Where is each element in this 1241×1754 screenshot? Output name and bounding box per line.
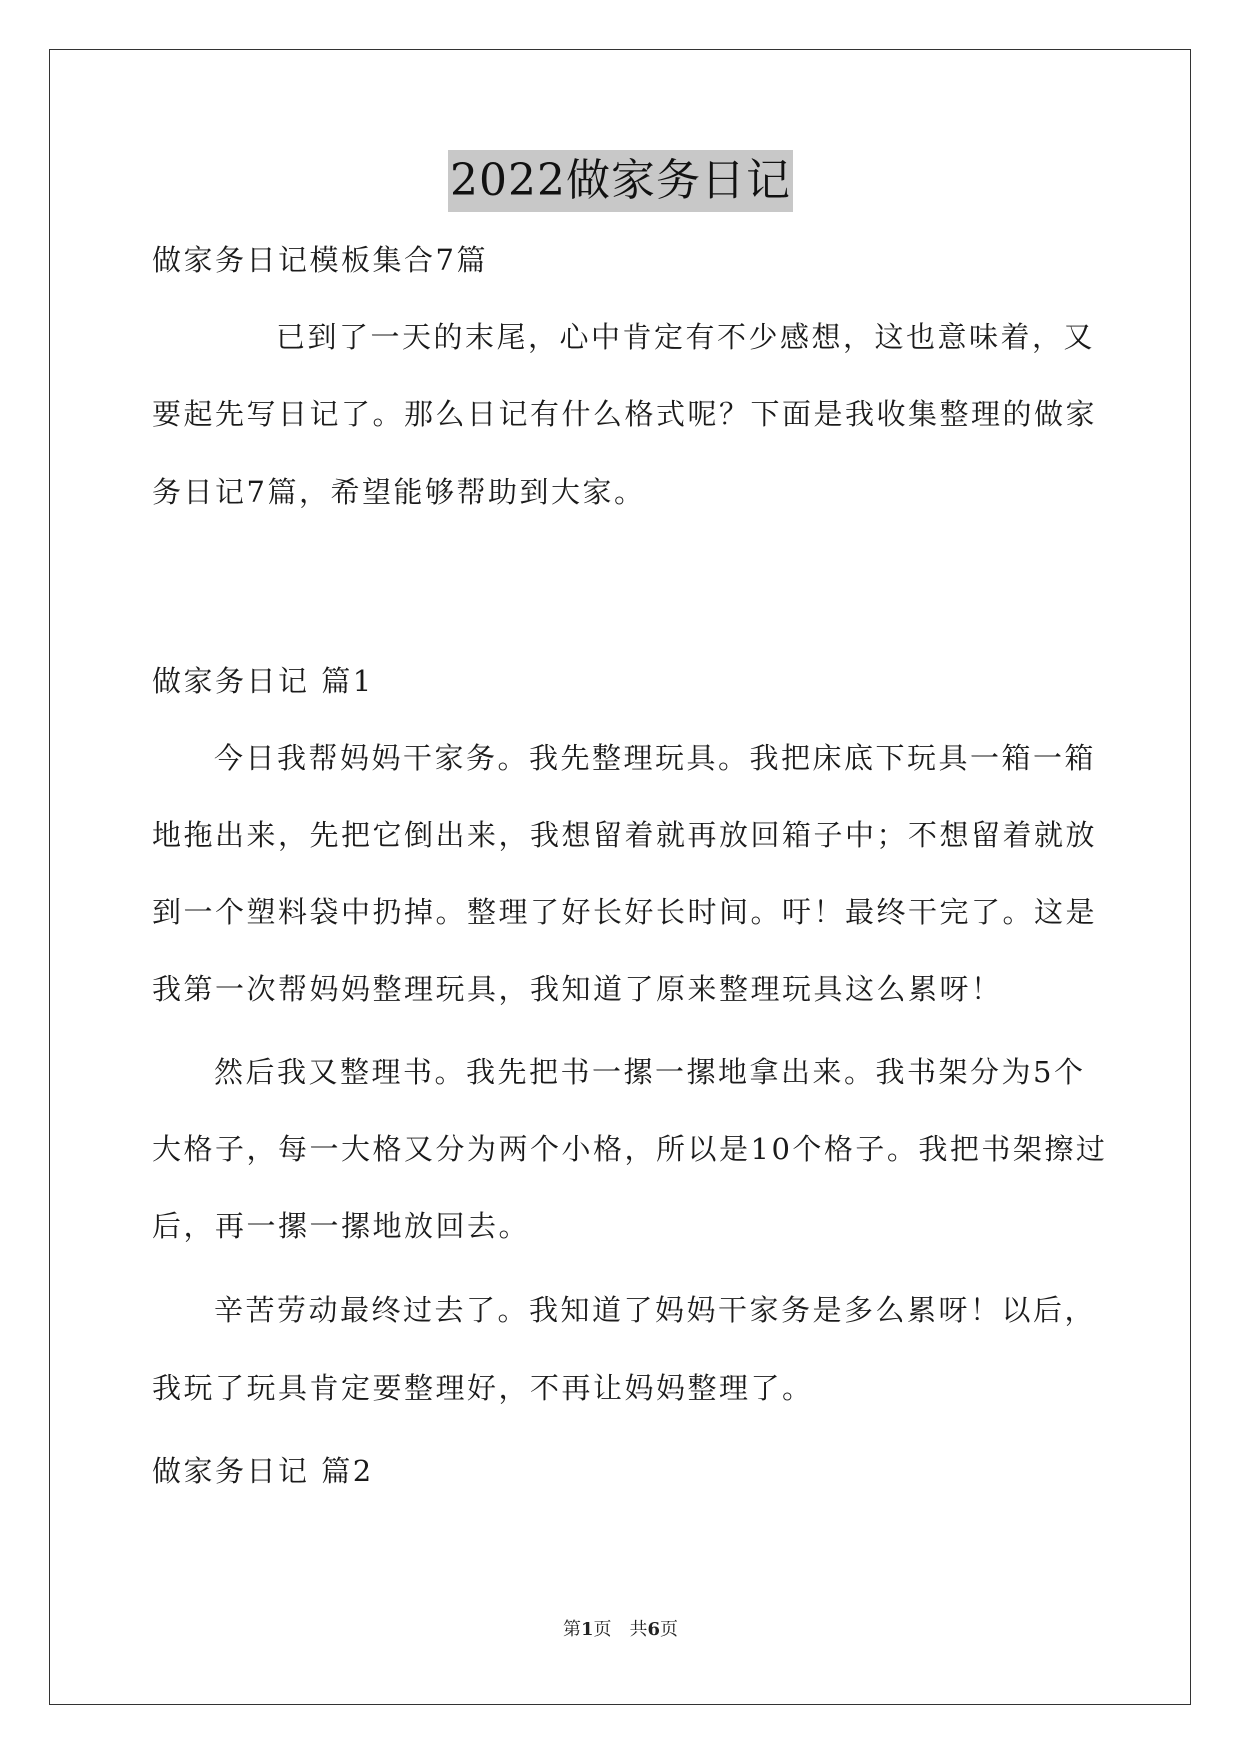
paragraph-2-line-3: 后，再一摞一摞地放回去。 xyxy=(152,1209,531,1243)
section-2-heading: 做家务日记 篇2 xyxy=(152,1454,374,1488)
paragraph-3-line-1: 辛苦劳动最终过去了。我知道了妈妈干家务是多么累呀！以后， xyxy=(214,1293,1097,1327)
paragraph-1-line-2: 地拖出来，先把它倒出来，我想留着就再放回箱子中；不想留着就放 xyxy=(152,818,1098,852)
paragraph-1-line-4: 我第一次帮妈妈整理玩具，我知道了原来整理玩具这么累呀！ xyxy=(152,972,1003,1006)
footer-page-number: 1 xyxy=(580,1619,594,1640)
footer-total-suffix: 页 xyxy=(660,1619,679,1640)
intro-line-2: 要起先写日记了。那么日记有什么格式呢？下面是我收集整理的做家 xyxy=(152,397,1098,431)
page-footer xyxy=(0,1618,1241,1642)
title-container xyxy=(0,150,1241,212)
paragraph-3-line-2: 我玩了玩具肯定要整理好，不再让妈妈整理了。 xyxy=(152,1371,814,1405)
section-1-heading: 做家务日记 篇1 xyxy=(152,664,374,698)
footer-page-suffix: 页 xyxy=(593,1619,612,1640)
footer-total-prefix: 共 xyxy=(629,1619,648,1640)
paragraph-1-line-1: 今日我帮妈妈干家务。我先整理玩具。我把床底下玩具一箱一箱 xyxy=(214,741,1097,775)
footer-page-prefix: 第 xyxy=(562,1619,581,1640)
paragraph-2-line-1: 然后我又整理书。我先把书一摞一摞地拿出来。我书架分为5个 xyxy=(214,1055,1086,1089)
document-subtitle: 做家务日记模板集合7篇 xyxy=(152,243,488,277)
intro-line-3: 务日记7篇，希望能够帮助到大家。 xyxy=(152,475,646,509)
paragraph-2-line-2: 大格子，每一大格又分为两个小格，所以是10个格子。我把书架擦过 xyxy=(152,1132,1108,1166)
document-title: 2022做家务日记 xyxy=(448,150,793,212)
intro-line-1: 已到了一天的末尾，心中肯定有不少感想，这也意味着，又 xyxy=(276,320,1096,354)
footer-total-pages: 6 xyxy=(647,1619,661,1640)
paragraph-1-line-3: 到一个塑料袋中扔掉。整理了好长好长时间。吁！最终干完了。这是 xyxy=(152,895,1098,929)
